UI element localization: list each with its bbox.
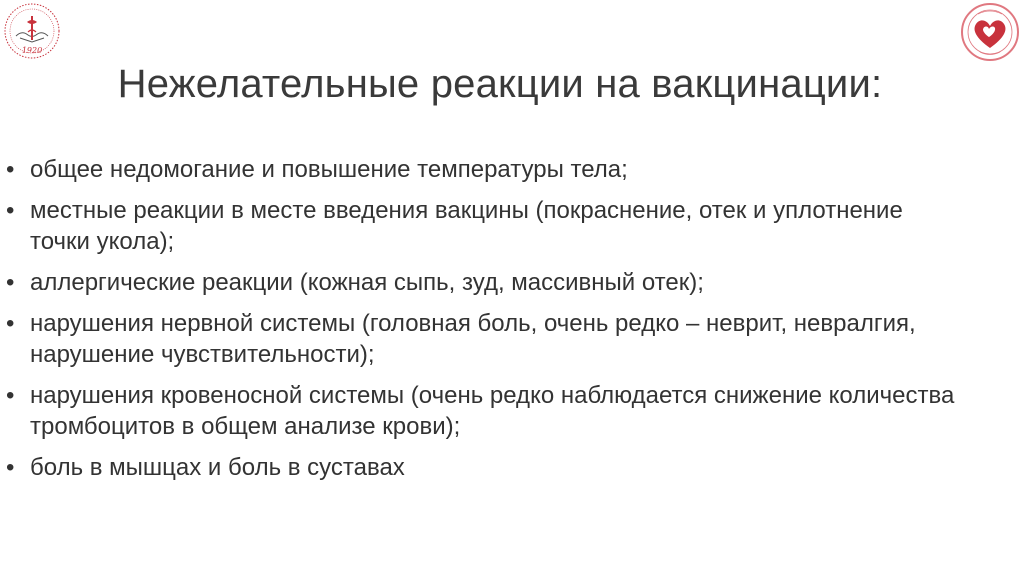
bullet-text: аллергические реакции (кожная сыпь, зуд, массивный отек); [30,269,704,296]
bullet-icon: • [6,197,15,224]
list-item [6,380,966,442]
list-item [6,195,966,257]
bullet-icon: • [6,156,15,183]
bullet-text: боль в мышцах и боль в суставах [30,454,405,481]
bullet-text: местные реакции в месте введения вакцины (покраснение, отек и уплотнение точки укола); [30,197,903,255]
university-seal-icon [2,2,62,60]
bullet-icon: • [6,269,15,296]
list-item [6,154,966,185]
bullet-text: общее недомогание и повышение температуры тела; [30,156,628,183]
list-item [6,308,966,370]
heart-emblem-icon [958,2,1022,62]
bullet-text: нарушения кровеносной системы (очень редко наблюдается снижение количества тромбоцитов в общем анализе крови); [30,382,955,440]
list-item [6,267,966,298]
bullet-text: нарушения нервной системы (головная боль, очень редко – неврит, невралгия, нарушение чувствительности); [30,310,916,368]
bullet-list [6,154,966,493]
bullet-icon: • [6,382,15,409]
bullet-icon: • [6,310,15,337]
bullet-icon: • [6,454,15,481]
list-item [6,452,966,483]
seal-year: 1920 [21,46,43,55]
slide-title: Нежелательные реакции на вакцинации: [117,62,883,106]
